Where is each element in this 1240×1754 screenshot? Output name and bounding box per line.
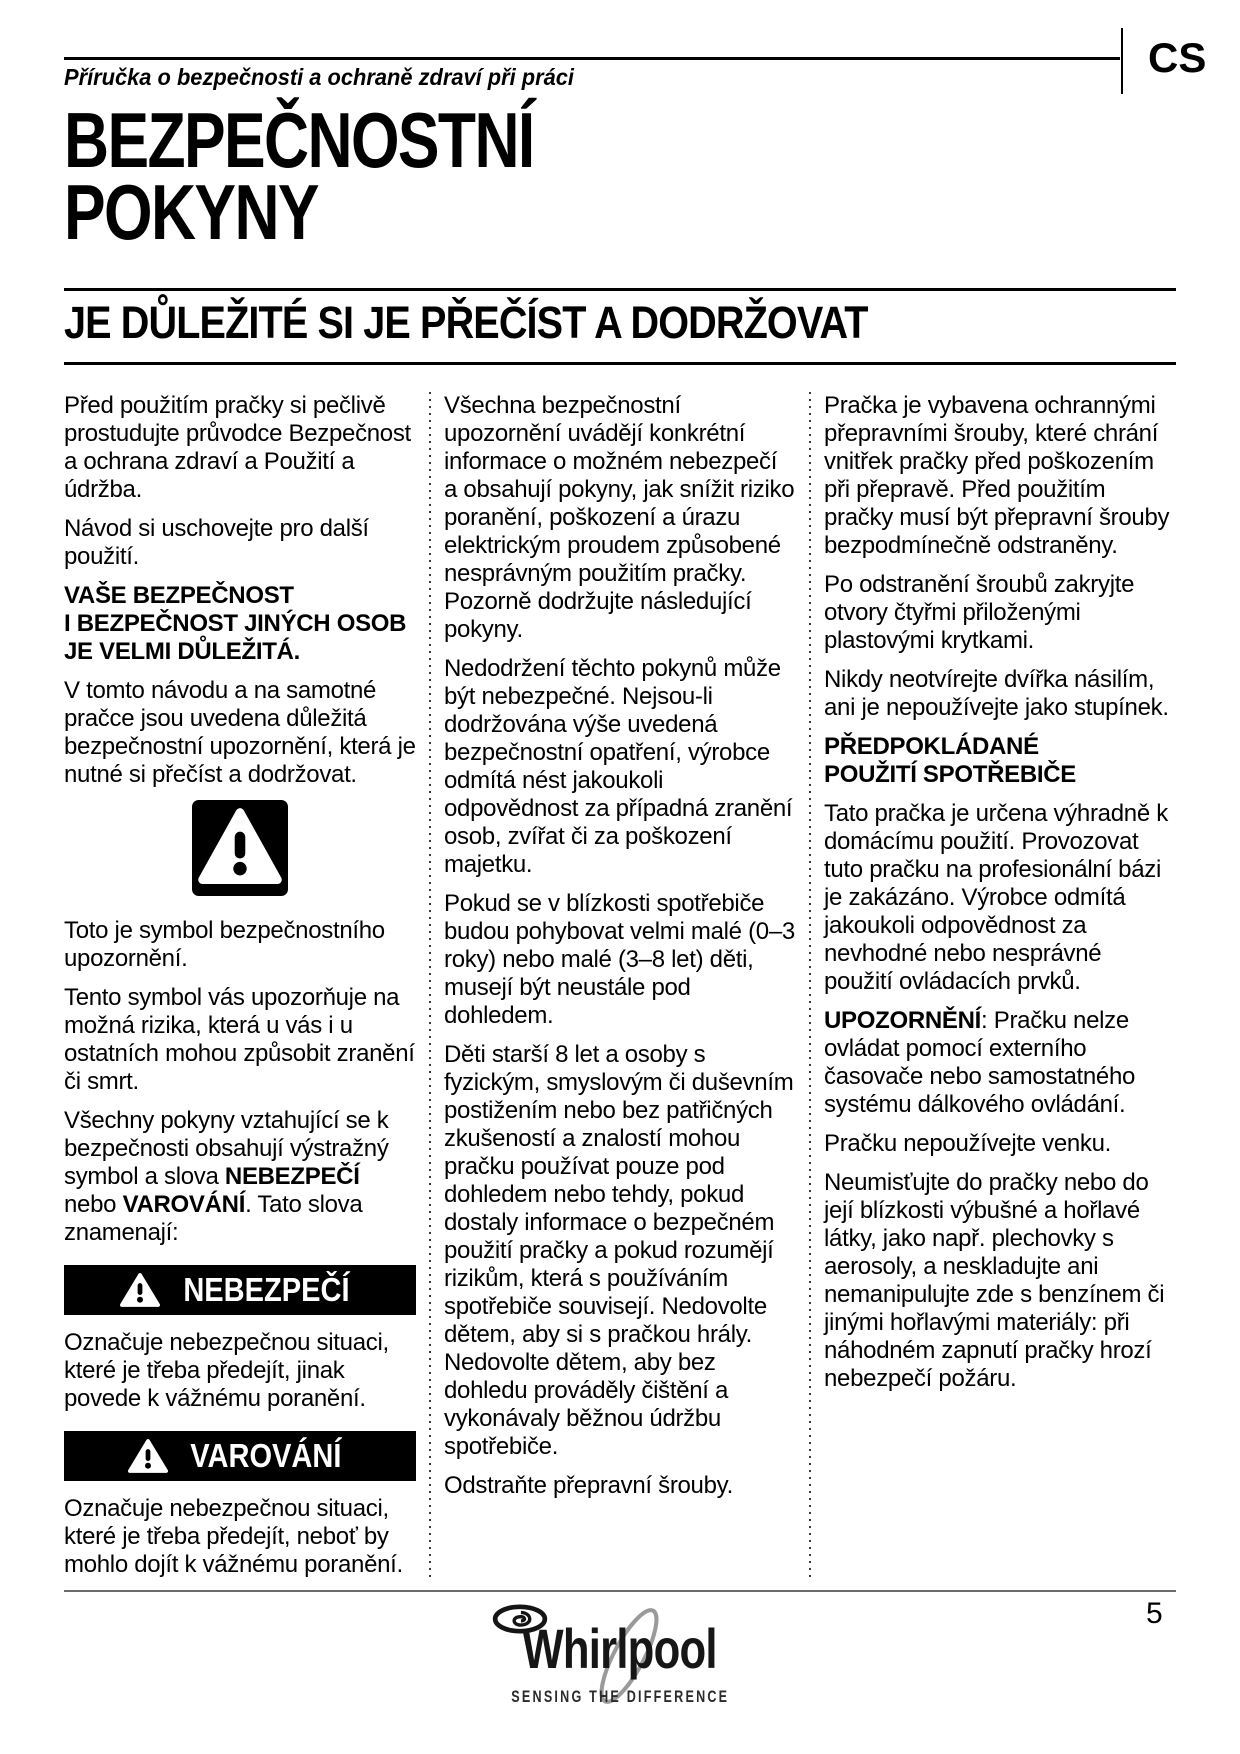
col1-heading — [64, 582, 416, 666]
danger-word: NEBEZPEČÍ — [224, 1163, 360, 1190]
paragraph: Po odstranění šroubů zakryjte otvory čtyřmi přiloženými plastovými krytkami. — [824, 571, 1135, 654]
page-number: 5 — [1146, 1597, 1163, 1630]
paragraph: Tento symbol vás upozorňuje na možná rizika, která u vás i u ostatních mohou způsobit zranění či smrt. — [64, 984, 415, 1095]
column-2 — [444, 392, 796, 1590]
paragraph — [64, 1107, 416, 1247]
paragraph: Odstraňte přepravní šrouby. — [444, 1472, 733, 1499]
paragraph: Pračku nepoužívejte venku. — [824, 1130, 1112, 1157]
document-kicker: Příručka o bezpečnosti a ochraně zdraví při práci — [64, 64, 575, 90]
warning-banner — [64, 1431, 416, 1481]
warning-word: VAROVÁNÍ — [122, 1191, 246, 1218]
paragraph-text: . Tato slova znamenají: — [64, 1191, 363, 1246]
header-rule — [64, 57, 1120, 60]
brand-tagline — [473, 1687, 768, 1707]
paragraph: Všechna bezpečnostní upozornění uvádějí konkrétní informace o možném nebezpečí a obsahují pokyny, jak snížit riziko poranění, poškození a úrazu elektrickým proudem způsobené nesprávným použitím pračky. Pozorně dodržujte následující pokyny. — [444, 392, 795, 643]
whirlpool-logo — [0, 1604, 1240, 1707]
paragraph-text: : Pračku nelze ovládat pomocí externího časovače nebo samostatného systému dálkového ovládání. — [824, 1007, 1136, 1118]
col1-heading-line2: I BEZPEČNOST JINÝCH OSOB — [64, 610, 407, 637]
brand-wrap — [495, 1604, 744, 1678]
danger-banner — [64, 1265, 416, 1315]
column-1 — [64, 392, 416, 1590]
content-columns — [64, 392, 1176, 1590]
paragraph: V tomto návodu a na samotné pračce jsou uvedena důležitá bezpečnostní upozornění, která je nutné si přečíst a dodržovat. — [64, 677, 416, 788]
warning-banner-label: VAROVÁNÍ — [190, 1437, 342, 1474]
footer-rule — [64, 1590, 1176, 1592]
section-rule-bottom — [64, 362, 1176, 365]
notice-word: UPOZORNĚNÍ — [824, 1007, 982, 1034]
paragraph: Nedodržení těchto pokynů může být nebezpečné. Nejsou-li dodržována výše uvedená bezpečnostní opatření, výrobce odmítá nést jakoukoli odpovědnost za případná zranění osob, zvířat či za poškození majetku. — [444, 655, 793, 878]
paragraph: Nikdy neotvírejte dvířka násilím, ani je nepoužívejte jako stupínek. — [824, 666, 1169, 721]
paragraph: Neumisťujte do pračky nebo do její blízkosti výbušné a hořlavé látky, jako např. plechovky s aerosoly, a neskladujte ani nemanipulujte zde s benzínem či jinými hořlavými materiály: při náhodném zapnutí pračky hrozí nebezpečí požáru. — [824, 1169, 1165, 1392]
paragraph: Pokud se v blízkosti spotřebiče budou pohybovat velmi malé (0–3 roky) nebo malé (3–8 let) děti, musejí být neustále pod dohledem. — [444, 890, 795, 1029]
warning-triangle-icon — [192, 800, 288, 896]
paragraph — [824, 1007, 1176, 1119]
paragraph: Označuje nebezpečnou situaci, které je třeba předejít, neboť by mohlo dojít k vážnému poranění. — [64, 1495, 403, 1578]
paragraph: Označuje nebezpečnou situaci, které je třeba předejít, jinak povede k vážnému poranění. — [64, 1329, 389, 1412]
paragraph-text: Všechny pokyny vztahující se k bezpečnosti obsahují výstražný symbol a slova — [64, 1107, 389, 1190]
section-heading: JE DŮLEŽITÉ SI JE PŘEČÍST A DODRŽOVAT — [64, 297, 868, 348]
column-divider-dotted — [429, 392, 431, 1578]
warning-triangle-icon — [120, 1272, 160, 1308]
page-title-line2: POKYNY — [64, 168, 318, 256]
paragraph: Návod si uschovejte pro další použití. — [64, 515, 369, 570]
col3-heading — [824, 733, 1176, 789]
col1-heading-line3: JE VELMI DŮLEŽITÁ. — [64, 638, 300, 665]
safety-alert-symbol — [64, 800, 416, 903]
page-title-line1: BEZPEČNOSTNÍ — [64, 96, 534, 184]
column-divider-dotted — [809, 392, 811, 1578]
paragraph: Děti starší 8 let a osoby s fyzickým, smyslovým či duševním postižením nebo bez patřičných zkušeností a znalostí mohou pračku používat pouze pod dohledem nebo tehdy, pokud dostaly informace o bezpečném použití pračky a pokud rozumějí rizikům, která s používáním spotřebiče souvisejí. Nedovolte dětem, aby si s pračkou hrály. Nedovolte dětem, aby bez dohledu prováděly čištění a vykonávaly běžnou údržbu spotřebiče. — [444, 1041, 794, 1460]
col1-heading-line1: VAŠE BEZPEČNOST — [64, 582, 294, 609]
danger-banner-label: NEBEZPEČÍ — [182, 1271, 350, 1308]
paragraph: Před použitím pračky si pečlivě prostudujte průvodce Bezpečnost a ochrana zdraví a Použití a údržba. — [64, 392, 411, 503]
column-3 — [824, 392, 1176, 1590]
col3-heading-line1: PŘEDPOKLÁDANÉ — [824, 733, 1039, 760]
paragraph: Tato pračka je určena výhradně k domácímu použití. Provozovat tuto pračku na profesionální bázi je zakázáno. Výrobce odmítá jakoukoli odpovědnost za nevhodné nebo nesprávné použití ovládacích prvků. — [824, 800, 1168, 995]
section-rule-top — [64, 288, 1176, 291]
paragraph-text: nebo — [64, 1191, 123, 1218]
warning-triangle-icon — [128, 1438, 168, 1474]
brand-name: Whirlpool — [522, 1617, 718, 1680]
language-code: CS — [1148, 34, 1207, 81]
lang-divider-line — [1121, 28, 1123, 94]
paragraph: Pračka je vybavena ochrannými přepravními šrouby, které chrání vnitřek pračky před poškozením při přepravě. Před použitím pračky musí být přepravní šrouby bezpodmínečně odstraněny. — [824, 392, 1170, 559]
paragraph: Toto je symbol bezpečnostního upozornění. — [64, 917, 385, 972]
col3-heading-line2: POUŽITÍ SPOTŘEBIČE — [824, 761, 1076, 788]
page-title — [64, 96, 534, 256]
brand-tagline-text: SENSING THE DIFFERENCE — [511, 1687, 729, 1706]
